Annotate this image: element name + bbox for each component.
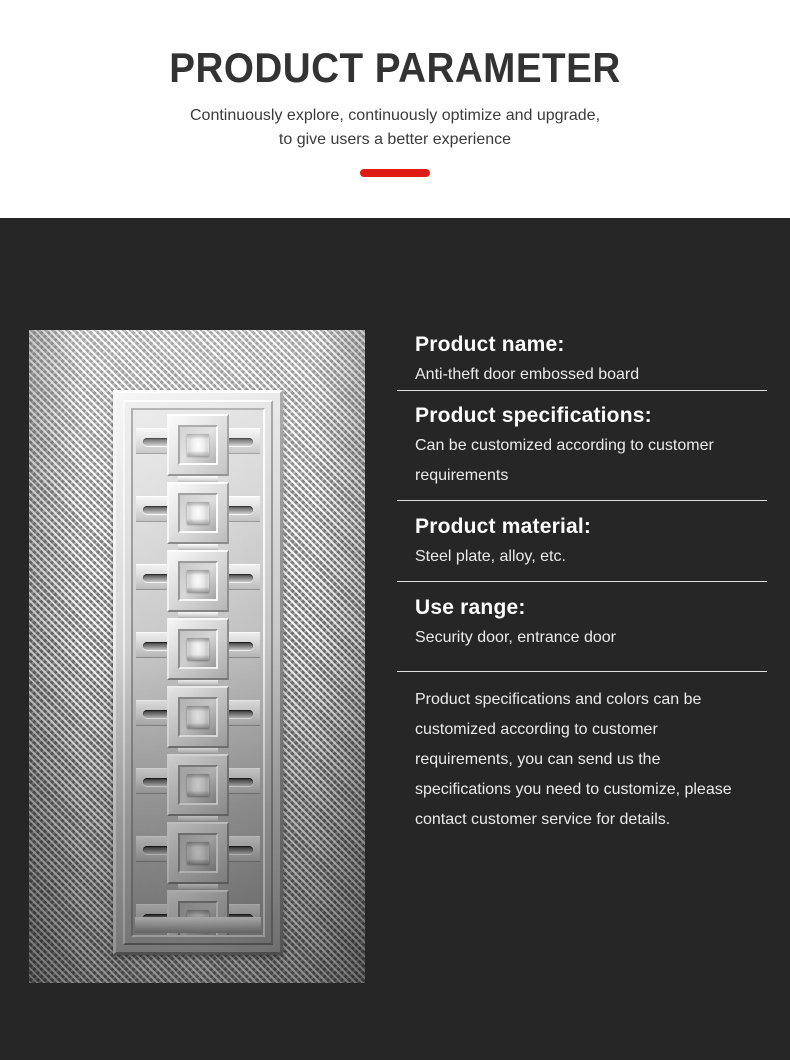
spec-label: Product name: (415, 333, 565, 356)
spec-item-product-material (397, 501, 767, 572)
spec-item-product-specifications (397, 391, 767, 491)
spec-value: Anti-theft door embossed board (415, 366, 640, 383)
spec-label: Use range: (415, 596, 526, 619)
spec-divider (397, 500, 767, 501)
photo-vignette-layer (29, 330, 365, 983)
subtitle-line-2: to give users a better experience (278, 131, 512, 148)
spec-label: Product specifications: (415, 404, 652, 427)
spec-value: Security door, entrance door (415, 629, 617, 646)
spec-list (397, 330, 767, 835)
page-title: PRODUCT PARAMETER (169, 44, 621, 91)
product-image (29, 330, 365, 983)
spec-value: Can be customized according to customer requirements (415, 437, 714, 484)
spec-label: Product material: (415, 515, 592, 538)
customization-note: Product specifications and colors can be customized according to customer requirements, you can send us the specifications you need to customize, please contact customer service for details. (415, 691, 732, 828)
spec-divider (397, 390, 767, 391)
spec-item-product-name (397, 330, 767, 390)
accent-underline (360, 169, 430, 177)
page-subtitle (0, 104, 790, 152)
spec-item-use-range (397, 582, 767, 653)
page-header (0, 0, 790, 218)
subtitle-line-1: Continuously explore, continuously optimize and upgrade, (189, 107, 601, 124)
spec-divider (397, 671, 767, 672)
spec-divider (397, 581, 767, 582)
spec-value: Steel plate, alloy, etc. (415, 548, 566, 565)
